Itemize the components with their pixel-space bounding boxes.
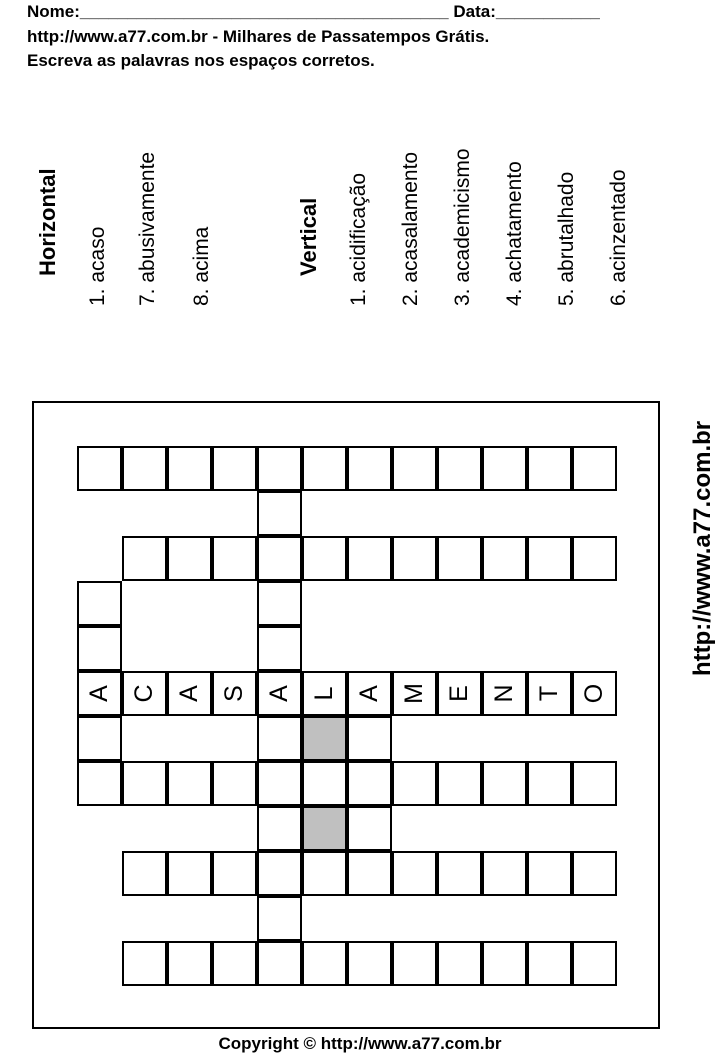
- grid-cell[interactable]: [167, 446, 212, 491]
- name-date-line: [27, 2, 600, 22]
- grid-cell[interactable]: [167, 761, 212, 806]
- grid-cell[interactable]: [257, 446, 302, 491]
- grid-cell[interactable]: [77, 671, 122, 716]
- cell-letter: E: [445, 685, 473, 702]
- grid-cell[interactable]: [347, 446, 392, 491]
- cell-letter: T: [535, 685, 563, 702]
- grid-cell[interactable]: [302, 671, 347, 716]
- grid-cell[interactable]: [347, 806, 392, 851]
- cell-letter: N: [490, 684, 518, 703]
- grid-cell[interactable]: [347, 716, 392, 761]
- grid-cell[interactable]: [392, 761, 437, 806]
- grid-cell[interactable]: [167, 536, 212, 581]
- grid-cell[interactable]: [347, 536, 392, 581]
- vertical-clue: 3. academicismo: [451, 148, 474, 306]
- cell-letter: O: [580, 683, 608, 704]
- grid-cell[interactable]: [572, 761, 617, 806]
- cell-letter: A: [355, 685, 383, 702]
- grid-cell[interactable]: [302, 941, 347, 986]
- cell-letter: A: [265, 685, 293, 702]
- grid-cell[interactable]: [257, 896, 302, 941]
- grid-cell[interactable]: [122, 671, 167, 716]
- grid-cell[interactable]: [302, 536, 347, 581]
- grid-cell[interactable]: [212, 761, 257, 806]
- grid-cell[interactable]: [77, 581, 122, 626]
- grid-cell[interactable]: [437, 536, 482, 581]
- grid-cell[interactable]: [482, 671, 527, 716]
- grid-cell[interactable]: [257, 626, 302, 671]
- grid-cell[interactable]: [572, 536, 617, 581]
- instruction-line: Escreva as palavras nos espaços corretos.: [27, 51, 375, 70]
- vertical-clue: 2. acasalamento: [399, 151, 422, 306]
- grid-cell[interactable]: [392, 536, 437, 581]
- cell-letter: C: [130, 684, 158, 703]
- horizontal-clue: 7. abusivamente: [136, 151, 159, 306]
- copyright-footer: Copyright © http://www.a77.com.br: [218, 1034, 502, 1053]
- cell-letter: L: [310, 686, 338, 701]
- grid-cell[interactable]: [77, 446, 122, 491]
- grid-cell[interactable]: [257, 761, 302, 806]
- grid-cell[interactable]: [167, 671, 212, 716]
- grid-cell[interactable]: [482, 446, 527, 491]
- grid-cell[interactable]: [347, 941, 392, 986]
- grid-cell[interactable]: [302, 851, 347, 896]
- grid-cell[interactable]: [257, 536, 302, 581]
- grid-cell[interactable]: [527, 671, 572, 716]
- cell-letter: M: [400, 683, 428, 704]
- grid-cell[interactable]: [482, 941, 527, 986]
- grid-cell[interactable]: [212, 851, 257, 896]
- site-line: http://www.a77.com.br - Milhares de Passatempos Grátis.: [27, 27, 490, 46]
- grid-cell[interactable]: [212, 671, 257, 716]
- grid-cell[interactable]: [482, 536, 527, 581]
- grid-cell[interactable]: [122, 446, 167, 491]
- data-field[interactable]: ___________: [495, 2, 600, 21]
- grid-cell[interactable]: [302, 446, 347, 491]
- nome-label: Nome:: [27, 2, 80, 21]
- grid-cell[interactable]: [437, 671, 482, 716]
- grid-cell[interactable]: [437, 446, 482, 491]
- grid-cell[interactable]: [77, 626, 122, 671]
- grid-cell[interactable]: [122, 941, 167, 986]
- grid-cell[interactable]: [347, 671, 392, 716]
- grid-cell[interactable]: [437, 761, 482, 806]
- grid-cell[interactable]: [212, 941, 257, 986]
- grid-cell[interactable]: [392, 851, 437, 896]
- grid-cell[interactable]: [572, 671, 617, 716]
- grid-cell[interactable]: [347, 851, 392, 896]
- grid-cell[interactable]: [77, 716, 122, 761]
- grid-cell[interactable]: [167, 851, 212, 896]
- grid-cell[interactable]: [257, 671, 302, 716]
- grid-cell[interactable]: [167, 941, 212, 986]
- grid-cell[interactable]: [437, 941, 482, 986]
- grid-cell[interactable]: [257, 941, 302, 986]
- grid-cell[interactable]: [572, 446, 617, 491]
- grid-cell[interactable]: [437, 851, 482, 896]
- grid-cell[interactable]: [572, 941, 617, 986]
- side-url: http://www.a77.com.br: [689, 420, 716, 676]
- grid-cell[interactable]: [257, 851, 302, 896]
- grid-cell[interactable]: [527, 536, 572, 581]
- cell-letter: A: [175, 685, 203, 702]
- cell-letter: S: [220, 685, 248, 702]
- grid-cell[interactable]: [122, 851, 167, 896]
- grid-cell[interactable]: [392, 671, 437, 716]
- horizontal-title: Horizontal: [35, 168, 60, 276]
- grid-cell[interactable]: [482, 761, 527, 806]
- grid-cell[interactable]: [527, 446, 572, 491]
- vertical-clue: 4. achatamento: [503, 161, 526, 306]
- grid-cell[interactable]: [527, 941, 572, 986]
- grid-cell[interactable]: [77, 761, 122, 806]
- grid-cell[interactable]: [302, 761, 347, 806]
- grid-cell[interactable]: [257, 491, 302, 536]
- grid-cell[interactable]: [482, 851, 527, 896]
- grid-cell[interactable]: [392, 446, 437, 491]
- grid-cell[interactable]: [527, 851, 572, 896]
- vertical-clue: 6. acinzentado: [607, 169, 630, 306]
- grid-cell[interactable]: [302, 716, 347, 761]
- grid-cell[interactable]: [122, 536, 167, 581]
- vertical-title: Vertical: [296, 197, 321, 276]
- grid-cell[interactable]: [257, 806, 302, 851]
- nome-field[interactable]: _______________________________________: [79, 2, 449, 21]
- data-label: Data:: [453, 2, 496, 21]
- grid-cell[interactable]: [302, 806, 347, 851]
- grid-cell[interactable]: [347, 761, 392, 806]
- grid-cell[interactable]: [212, 446, 257, 491]
- vertical-clue: 5. abrutalhado: [555, 171, 578, 306]
- grid-cell[interactable]: [257, 581, 302, 626]
- grid-cell[interactable]: [122, 761, 167, 806]
- grid-cell[interactable]: [527, 761, 572, 806]
- grid-cell[interactable]: [212, 536, 257, 581]
- horizontal-clue: 1. acaso: [86, 226, 109, 306]
- cell-letter: A: [85, 685, 113, 702]
- grid-cell[interactable]: [257, 716, 302, 761]
- grid-cell[interactable]: [572, 851, 617, 896]
- vertical-clue: 1. acidificação: [347, 172, 370, 306]
- horizontal-clue: 8. acima: [190, 226, 213, 306]
- grid-cell[interactable]: [392, 941, 437, 986]
